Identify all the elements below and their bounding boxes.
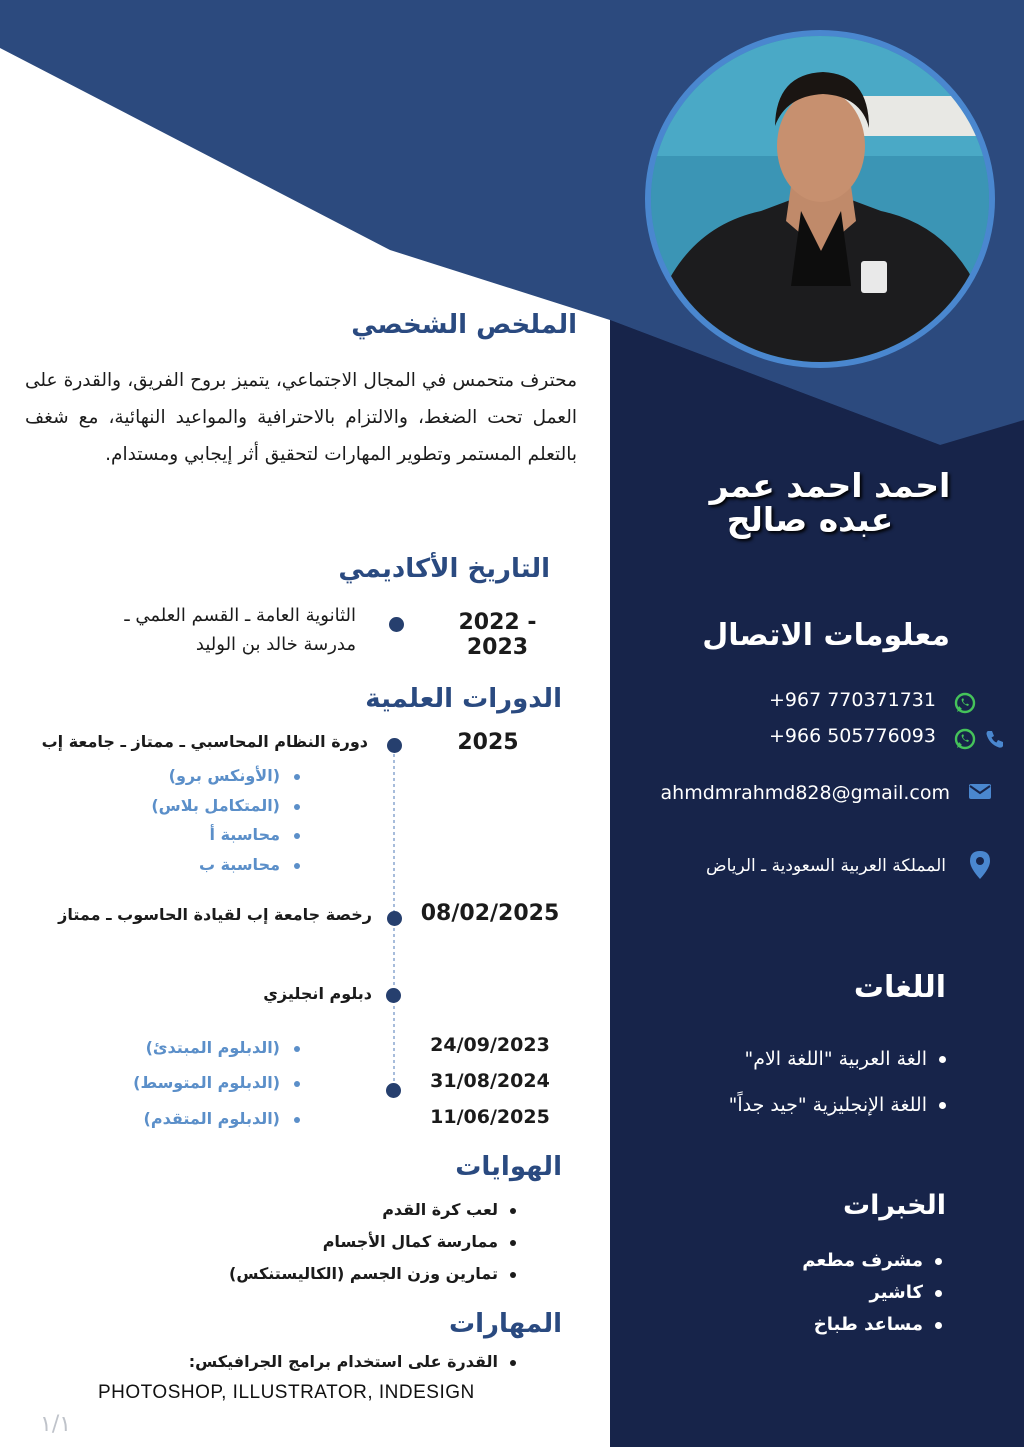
course-title: دورة النظام المحاسبي ـ ممتاز ـ جامعة إب xyxy=(41,732,368,751)
email[interactable]: ahmdmrahmd828@gmail.com xyxy=(660,782,950,804)
hobbies-heading: الهوايات xyxy=(455,1152,562,1182)
hobby-item: لعب كرة القدم xyxy=(150,1200,516,1219)
skills-heading: المهارات xyxy=(448,1309,562,1339)
timeline-dot xyxy=(386,1083,401,1098)
diploma-level: (الدبلوم المتوسط) xyxy=(80,1073,300,1092)
diploma-date: 24/09/2023 xyxy=(430,1034,550,1056)
education-line-1: الثانوية العامة ـ القسم العلمي ـ xyxy=(124,605,356,626)
education-heading: التاريخ الأكاديمي xyxy=(338,554,550,584)
name-line-1: احمد احمد عمر xyxy=(709,466,951,505)
education-line-2: مدرسة خالد بن الوليد xyxy=(195,634,356,655)
experience-heading: الخبرات xyxy=(842,1190,946,1221)
profile-photo xyxy=(645,30,995,368)
whatsapp-icon xyxy=(954,728,976,750)
location-pin-icon xyxy=(968,850,992,880)
timeline-dot xyxy=(389,617,404,632)
experience-item: كاشير xyxy=(700,1282,942,1303)
timeline-dot xyxy=(387,738,402,753)
skill-software: PHOTOSHOP, ILLUSTRATOR, INDESIGN xyxy=(98,1382,475,1403)
language-item: الغة العربية "اللغة الام" xyxy=(640,1048,946,1070)
course-item: (المتكامل بلاس) xyxy=(100,796,300,815)
diploma-level: (الدبلوم المتقدم) xyxy=(80,1109,300,1128)
hobby-item: ممارسة كمال الأجسام xyxy=(150,1232,516,1251)
diploma-date: 31/08/2024 xyxy=(430,1070,550,1092)
phone-2[interactable]: +966 505776093 xyxy=(768,725,936,747)
location: المملكة العربية السعودية ـ الرياض xyxy=(706,856,946,876)
diploma-level: (الدبلوم المبتدئ) xyxy=(80,1038,300,1057)
skill-item: القدرة على استخدام برامج الجرافيكس: xyxy=(120,1352,516,1371)
course-item: محاسبة أ xyxy=(100,825,300,844)
summary-text: محترف متحمس في المجال الاجتماعي، يتميز بروح الفريق، والقدرة على العمل تحت الضغط، والالتزام بالاحترافية والمواعيد النهائية، مع شغف بالتعلم المستمر وتطوير المهارات لتحقيق أثر إيجابي ومستدام. xyxy=(25,370,577,465)
languages-heading: اللغات xyxy=(853,970,946,1005)
experience-item: مشرف مطعم xyxy=(700,1250,942,1271)
course-title: رخصة جامعة إب لقيادة الحاسوب ـ ممتاز xyxy=(58,905,372,924)
course-year: 2025 xyxy=(457,730,519,755)
experience-item: مساعد طباخ xyxy=(700,1314,942,1335)
course-item: محاسبة ب xyxy=(100,855,300,874)
whatsapp-icon xyxy=(954,692,976,714)
course-title: دبلوم انجليزي xyxy=(263,984,372,1003)
language-item: اللغة الإنجليزية "جيد جداً" xyxy=(640,1094,946,1116)
contact-heading: معلومات الاتصال xyxy=(702,618,950,653)
name-line-2: عبده صالح xyxy=(726,500,894,539)
page-number: ١/١ xyxy=(40,1412,72,1437)
timeline-dot xyxy=(387,911,402,926)
education-date: 2022 - 2023 xyxy=(458,610,537,660)
timeline-dot xyxy=(386,988,401,1003)
course-date: 08/02/2025 xyxy=(420,901,560,926)
course-item: (الأونكس برو) xyxy=(100,766,300,785)
summary-heading: الملخص الشخصي xyxy=(351,310,577,340)
phone-1[interactable]: +967 770371731 xyxy=(768,689,936,711)
mail-icon xyxy=(968,782,992,802)
courses-heading: الدورات العلمية xyxy=(365,684,562,714)
phone-icon xyxy=(984,728,1006,750)
diploma-date: 11/06/2025 xyxy=(430,1106,550,1128)
hobby-item: تمارين وزن الجسم (الكاليستنكس) xyxy=(150,1264,516,1283)
